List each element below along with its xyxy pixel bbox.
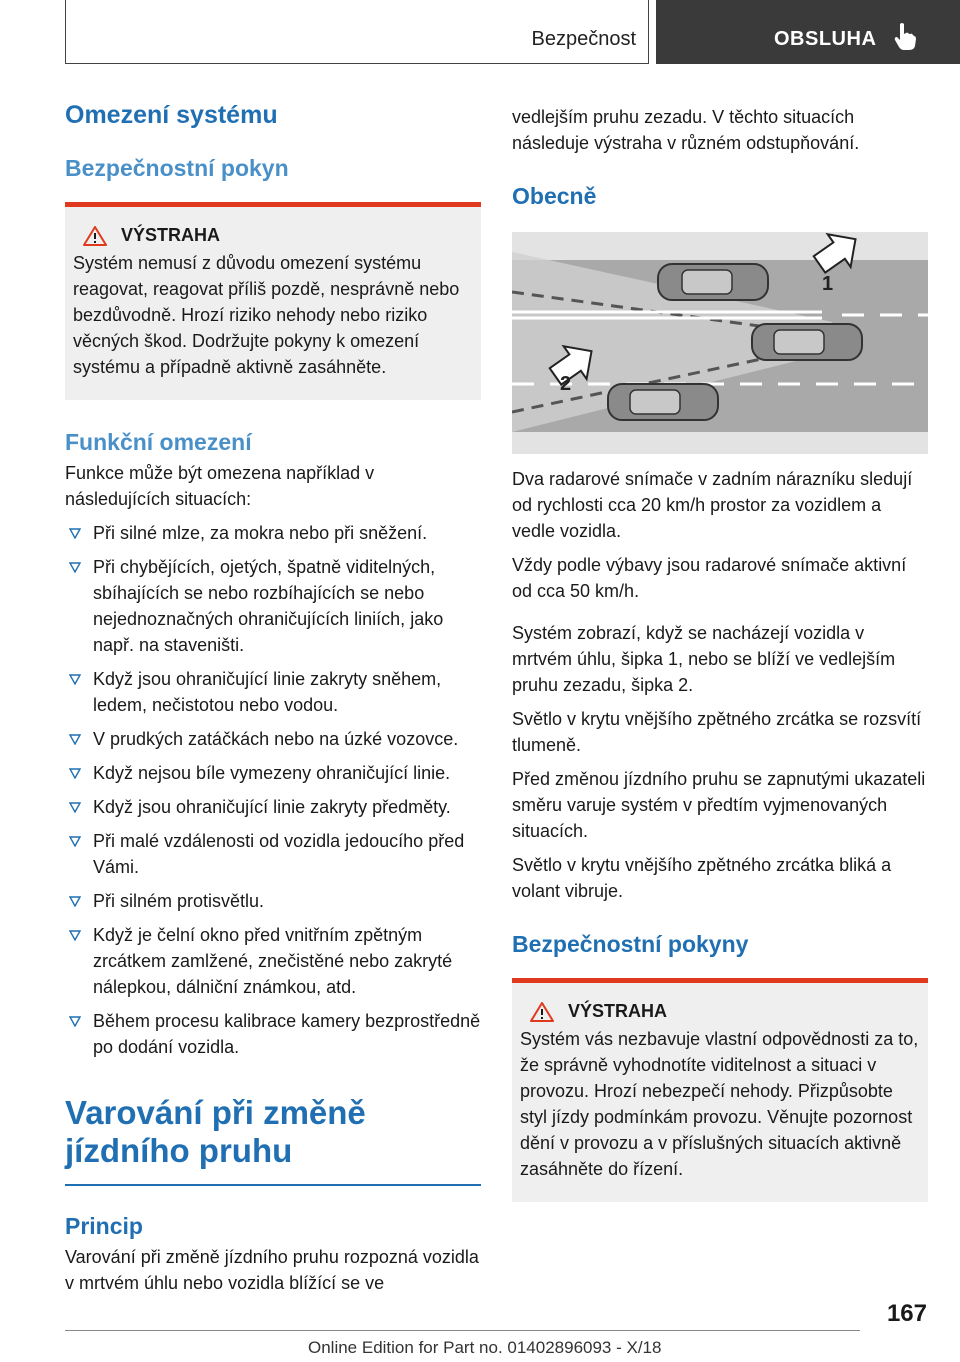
- list-item-text: Když nejsou bíle vymezeny ohraničující linie.: [93, 763, 451, 783]
- warning-header: [520, 1001, 920, 1022]
- safety-heading: Bezpečnostní pokyn: [65, 155, 289, 181]
- warning-text: Systém vás nezbavuje vlastní odpovědnosti za to, že správně vyhodnotíte viditelnost a situaci v provozu. Hrozí nebezpečí nehody. Přizpůsobte styl jízdy podmínkám provozu. Věnujte pozornost dění v provozu a v příslušných situacích aktivně zasáhněte do řízení.: [520, 1029, 919, 1179]
- header-tab-label: OBSLUHA: [774, 28, 877, 50]
- list-item-text: Během procesu kalibrace kamery bezprostředně po dodání vozidla.: [93, 1011, 481, 1057]
- bullet-triangle-icon: [69, 896, 81, 907]
- lane-warning-title: Varování při změně jízdního pruhu: [65, 1094, 366, 1169]
- right-column: [512, 100, 928, 1202]
- header-tab[interactable]: [656, 0, 960, 64]
- warning-box: [512, 978, 928, 1202]
- warning-title: VÝSTRAHA: [568, 1001, 668, 1021]
- safety-heading-right: Bezpečnostní pokyny: [512, 931, 749, 957]
- car-blind-spot: [658, 264, 768, 300]
- list-item-text: Když jsou ohraničující linie zakryty sněhem, ledem, nečistotou nebo vodou.: [93, 669, 442, 715]
- list-item: [65, 760, 481, 786]
- own-car: [752, 324, 862, 360]
- title-underline: [65, 1184, 481, 1186]
- list-item-text: Když jsou ohraničující linie zakryty předměty.: [93, 797, 451, 817]
- car-approaching: [608, 384, 718, 420]
- page-number: 167: [886, 1300, 927, 1327]
- warning-title: VÝSTRAHA: [121, 225, 221, 245]
- warning-header: [73, 225, 473, 246]
- bullet-triangle-icon: [69, 768, 81, 779]
- paragraph: Vždy podle výbavy jsou radarové snímače aktivní od cca 50 km/h.: [512, 555, 907, 601]
- chapter-title: Omezení systému: [65, 101, 278, 129]
- list-item: [65, 794, 481, 820]
- warning-triangle-icon: [530, 1002, 554, 1022]
- bullet-triangle-icon: [69, 930, 81, 941]
- list-item: [65, 888, 481, 914]
- list-item: [65, 828, 481, 880]
- paragraph: Dva radarové snímače v zadním nárazníku sledují od rychlosti cca 20 km/h prostor za vozidlem a vedle vozidla.: [512, 469, 913, 541]
- list-item-text: Při silné mlze, za mokra nebo při sněžení.: [93, 523, 428, 543]
- bullet-triangle-icon: [69, 674, 81, 685]
- principle-text: Varování při změně jízdního pruhu rozpozná vozidla v mrtvém úhlu nebo vozidla blížící se ve: [65, 1247, 479, 1293]
- footer-edition: Online Edition for Part no. 01402896093 - X/18: [308, 1338, 662, 1357]
- continued-text: vedlejším pruhu zezadu. V těchto situacích následuje výstraha v různém odstupňování.: [512, 107, 860, 153]
- paragraph: Světlo v krytu vnějšího zpětného zrcátka se rozsvítí tlumeně.: [512, 709, 922, 755]
- list-item: [65, 554, 481, 658]
- bullet-triangle-icon: [69, 836, 81, 847]
- list-item: [65, 666, 481, 718]
- warning-text: Systém nemusí z důvodu omezení systému reagovat, reagovat příliš pozdě, nesprávně nebo bezdůvodně. Hrozí riziko nehody nebo riziko věcných škod. Dodržujte pokyny k omezení systému a případně aktivně zasáhněte.: [73, 253, 460, 377]
- bullet-triangle-icon: [69, 734, 81, 745]
- list-item: [65, 726, 481, 752]
- list-item-text: Při silném protisvětlu.: [93, 891, 265, 911]
- hand-pointer-icon: [894, 22, 916, 55]
- list-item: [65, 1008, 481, 1060]
- header-section-title: Bezpečnost: [531, 28, 636, 50]
- bullet-triangle-icon: [69, 1016, 81, 1027]
- list-item-text: Když je čelní okno před vnitřním zpětným zrcátkem zamlžené, znečistěné nebo zakryté nálepkou, dálniční známkou, atd.: [93, 925, 453, 997]
- list-item: [65, 520, 481, 546]
- list-item-text: V prudkých zatáčkách nebo na úzké vozovce.: [93, 729, 459, 749]
- paragraph: Světlo v krytu vnějšího zpětného zrcátka bliká a volant vibruje.: [512, 855, 892, 901]
- bullet-triangle-icon: [69, 802, 81, 813]
- bullet-triangle-icon: [69, 562, 81, 573]
- arrow-1-label: 1: [822, 273, 834, 295]
- paragraph: Systém zobrazí, když se nacházejí vozidla v mrtvém úhlu, šipka 1, nebo se blíží ve vedlejším pruhu zezadu, šipka 2.: [512, 623, 896, 695]
- warning-triangle-icon: [83, 226, 107, 246]
- left-column: [65, 100, 481, 1296]
- arrow-2-label: 2: [560, 373, 572, 395]
- list-item-text: Při malé vzdálenosti od vozidla jedoucího před Vámi.: [93, 831, 465, 877]
- principle-heading: Princip: [65, 1213, 143, 1239]
- warning-box: [65, 202, 481, 400]
- limitation-list: [65, 520, 481, 1060]
- general-heading: Obecně: [512, 183, 597, 209]
- bullet-triangle-icon: [69, 528, 81, 539]
- func-heading: Funkční omezení: [65, 429, 252, 455]
- list-item: [65, 922, 481, 1000]
- list-item-text: Při chybějících, ojetých, špatně viditelných, sbíhajících se nebo rozbíhajících se nebo nejednoznačných ohraničujících liniích, jako např. na staveništi.: [93, 557, 444, 655]
- func-intro: Funkce může být omezena například v následujících situacích:: [65, 463, 375, 509]
- footer-rule: [65, 1330, 860, 1331]
- paragraph: Před změnou jízdního pruhu se zapnutými ukazateli směru varuje systém v předtím vyjmenovaných situacích.: [512, 769, 926, 841]
- lane-change-figure: [512, 232, 928, 454]
